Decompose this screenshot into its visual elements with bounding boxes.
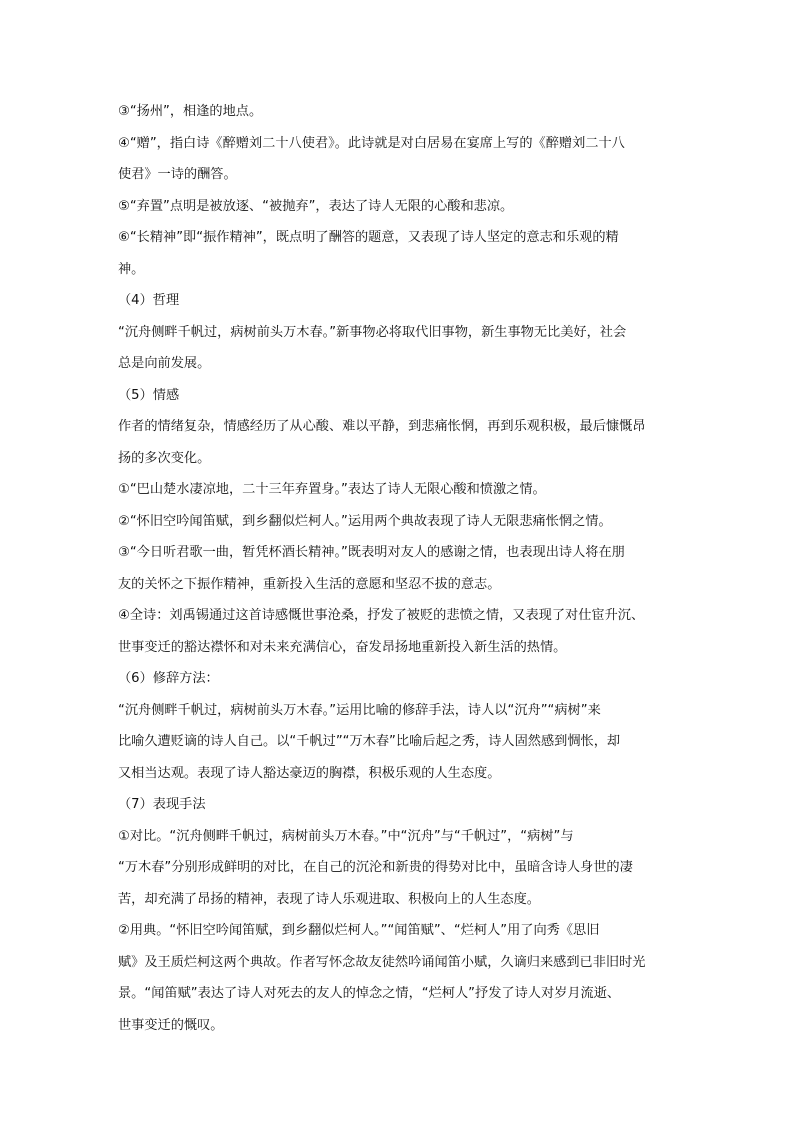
text-line: ③“扬州”，相逢的地点。	[118, 104, 263, 119]
text-line: 友的关怀之下振作精神，重新投入生活的意愿和坚忍不拔的意志。	[118, 576, 501, 592]
text-line: ①“巴山楚水凄凉地，二十三年弃置身。”表达了诗人无限心酸和愤激之情。	[118, 482, 546, 497]
text-line: 作者的情绪复杂，情感经历了从心酸、难以平静，到悲痛怅惘，再到乐观积极，最后慷慨昂	[118, 419, 646, 434]
text-line: 世事变迁的豁达襟怀和对未来充满信心，奋发昂扬地重新投入新生活的热情。	[118, 639, 567, 655]
text-line: “万木春”分别形成鲜明的对比，在自己的沉沦和新贵的得势对比中，虽暗含诗人身世的凄	[118, 860, 633, 875]
text-line: 赋》及王质烂柯这两个典故。作者写怀念故友徒然吟诵闻笛小赋，久谪归来感到已非旧时光	[118, 954, 646, 970]
text-line: 又相当达观。表现了诗人豁达豪迈的胸襟，积极乐观的人生态度。	[118, 765, 501, 781]
text-line: 景。“闻笛赋”表达了诗人对死去的友人的悼念之情，“烂柯人”抒发了诗人对岁月流逝、	[118, 986, 621, 1001]
text-line: ⑤“弃置”点明是被放逐、“被抛弃”，表达了诗人无限的心酸和悲凉。	[118, 198, 514, 214]
text-line: 苦，却充满了昂扬的精神，表现了诗人乐观进取、积极向上的人生态度。	[118, 891, 540, 907]
section-heading: （4）哲理	[118, 293, 180, 308]
text-line: ③“今日听君歌一曲，暂凭杯酒长精神。”既表明对友人的感谢之情，也表现出诗人将在朋	[118, 545, 625, 560]
text-line: 扬的多次变化。	[118, 450, 211, 466]
text-line: ④全诗：刘禹锡通过这首诗感慨世事沧桑，抒发了被贬的悲愤之情，又表现了对仕宦升沉、	[118, 608, 645, 623]
section-heading: （5）情感	[118, 387, 180, 403]
document-page	[118, 96, 678, 1041]
text-line: ②“怀旧空吟闻笛赋，到乡翻似烂柯人。”运用两个典故表现了诗人无限悲痛怅惘之情。	[118, 513, 612, 529]
text-line: 使君》一诗的酬答。	[118, 167, 237, 182]
text-line: 神。	[118, 261, 145, 277]
text-line: 总是向前发展。	[118, 356, 211, 371]
text-line: ⑥“长精神”即“振作精神”，既点明了酬答的题意，又表现了诗人坚定的意志和乐观的精	[118, 230, 619, 245]
text-line: “沉舟侧畔千帆过，病树前头万木春。”新事物必将取代旧事物，新生事物无比美好，社会	[118, 324, 627, 340]
text-line: ①对比。“沉舟侧畔千帆过，病树前头万木春。”中“沉舟”与“千帆过”，“病树”与	[118, 828, 574, 844]
text-line: ④“赠”，指白诗《醉赠刘二十八使君》。此诗就是对白居易在宴席上写的《醉赠刘二十八	[118, 135, 625, 151]
text-line: 比喻久遭贬谪的诗人自己。以“千帆过”“万木春”比喻后起之秀，诗人固然感到惆怅，却	[118, 734, 621, 749]
text-line: ②用典。“怀旧空吟闻笛赋，到乡翻似烂柯人。”“闻笛赋”、“烂柯人”用了向秀《思旧	[118, 923, 600, 938]
text-line: 世事变迁的慨叹。	[118, 1017, 224, 1033]
section-heading: （7）表现手法	[118, 797, 206, 812]
section-heading: （6）修辞方法：	[118, 671, 219, 686]
text-line: “沉舟侧畔千帆过，病树前头万木春。”运用比喻的修辞手法，诗人以“沉舟”“病树”来	[118, 702, 601, 718]
